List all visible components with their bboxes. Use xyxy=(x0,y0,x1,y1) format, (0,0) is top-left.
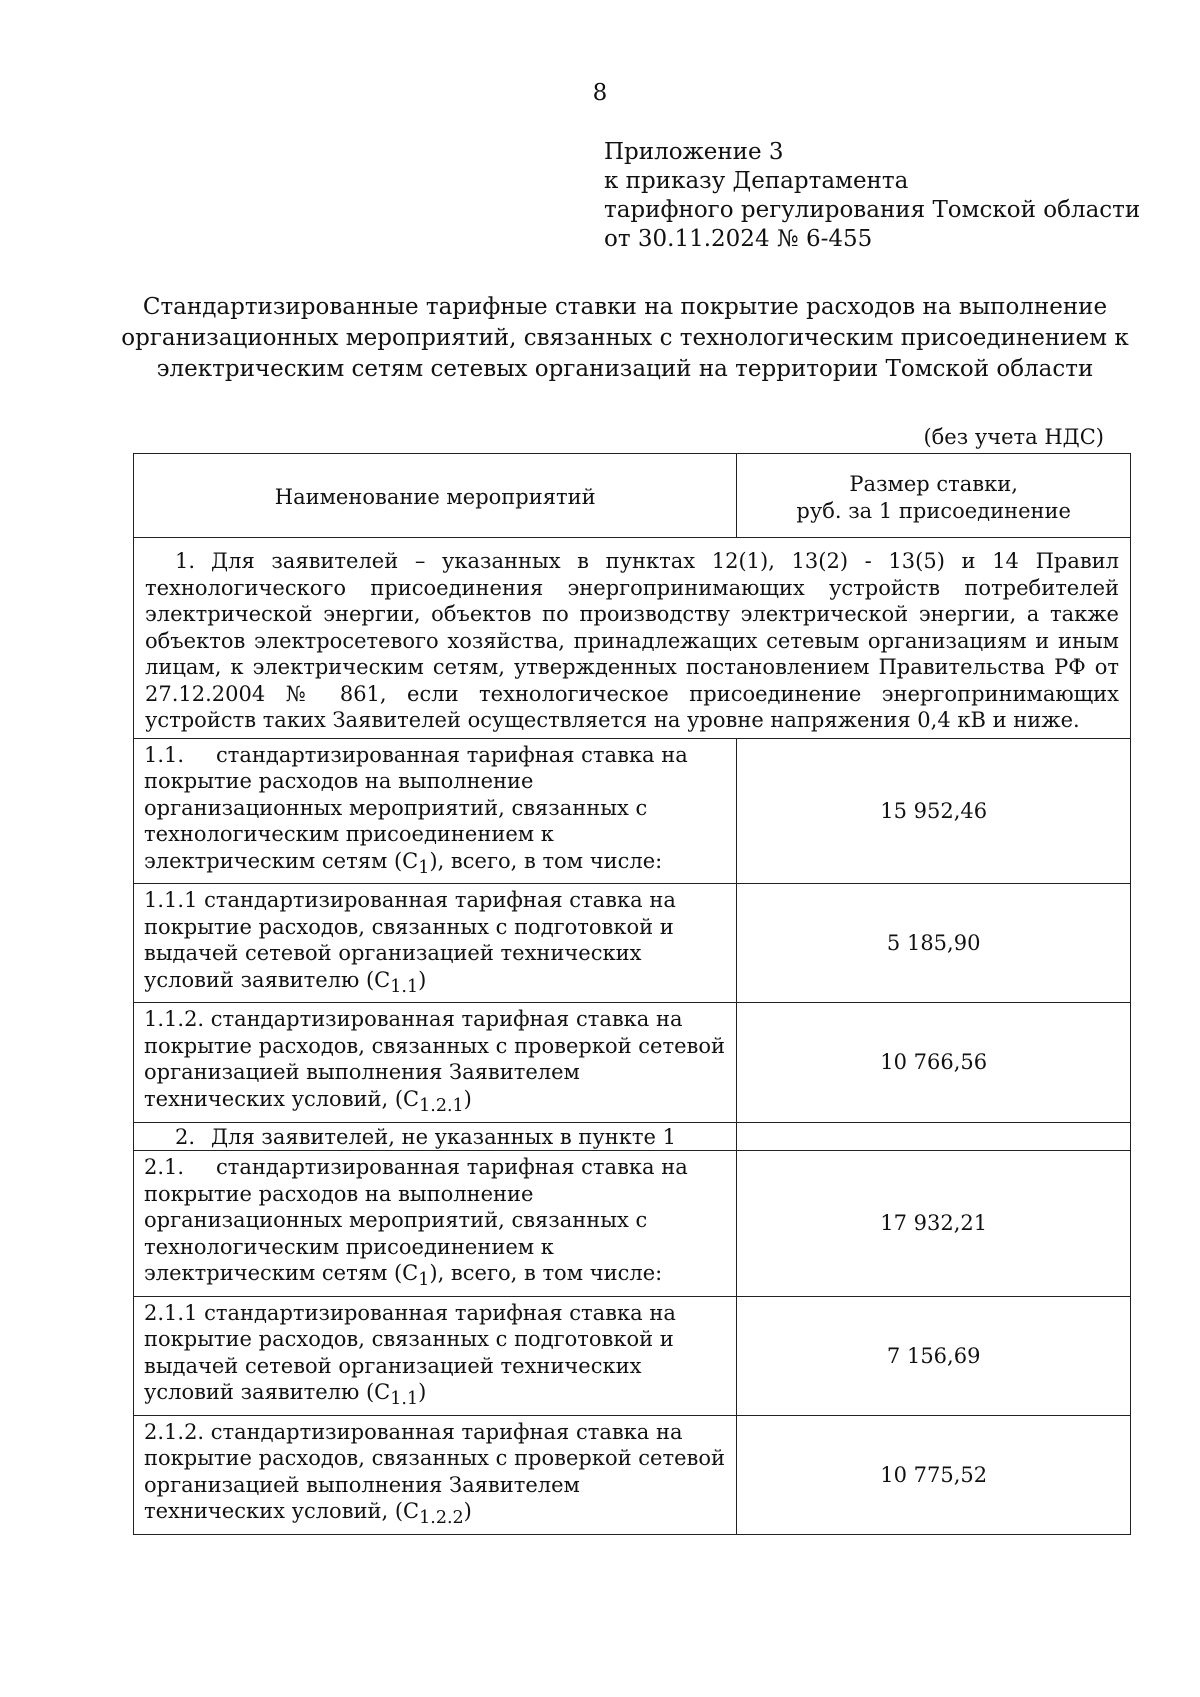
rate-value: 10 766,56 xyxy=(737,1003,1131,1122)
item-text-end: ) xyxy=(418,967,427,992)
header-rate-line: Размер ставки, xyxy=(849,472,1018,496)
appendix-line: от 30.11.2024 № 6-455 xyxy=(604,226,873,252)
item-text-end: ) xyxy=(463,1086,472,1111)
section-text: Для заявителей – указанных в пунктах 12(1), 13(2) - 13(5) и 14 Правил технологического присоединения энергопринимающих устройств потребителей электрической энергии, объектов по производству электрической энергии, а также объектов электросетевого хозяйства, принадлежащих сетевым организациям и иным лицам, к электрическим сетям, утвержденных постановлением Правительства РФ от 27.12.2004 № 861, если технологическое присоединение энергопринимающих устройств таких Заявителей осуществляется на уровне напряжения 0,4 кВ и ниже. xyxy=(145,549,1119,732)
item-name-cell xyxy=(134,1296,737,1415)
title-line: электрическим сетям сетевых организаций на территории Томской области xyxy=(156,356,1094,382)
item-name-cell xyxy=(134,1151,737,1297)
tariff-table xyxy=(133,453,1131,1535)
page-number: 8 xyxy=(592,80,608,106)
item-subscript: 1.1 xyxy=(390,976,419,997)
title-line: Стандартизированные тарифные ставки на покрытие расходов на выполнение xyxy=(142,294,1108,320)
table-row xyxy=(134,1415,1131,1534)
table-row xyxy=(134,1003,1131,1122)
item-text: стандартизированная тарифная ставка на покрытие расходов на выполнение организационных мероприятий, связанных с технологическим присоединением к электрическим сетям (С xyxy=(144,742,688,873)
header-name-cell: Наименование мероприятий xyxy=(134,454,737,538)
item-name-cell xyxy=(134,738,737,884)
item-name-cell xyxy=(134,1415,737,1534)
item-subscript: 1.2.2 xyxy=(419,1508,464,1529)
vat-note: (без учета НДС) xyxy=(923,425,1104,449)
item-name-cell xyxy=(134,1003,737,1122)
item-text-end: ), всего, в том числе: xyxy=(429,848,663,873)
item-name-cell xyxy=(134,884,737,1003)
item-text: 2.1.2. стандартизированная тарифная ставка на покрытие расходов, связанных с проверкой сетевой организацией выполнения Заявителем технических условий, (С xyxy=(144,1419,725,1524)
section-1-cell xyxy=(134,538,1131,739)
header-rate-cell xyxy=(737,454,1131,538)
table-header-row xyxy=(134,454,1131,538)
rate-value: 7 156,69 xyxy=(737,1296,1131,1415)
table-row xyxy=(134,1151,1131,1297)
appendix-line: тарифного регулирования Томской области xyxy=(604,197,1141,223)
item-text: стандартизированная тарифная ставка на покрытие расходов на выполнение организационных мероприятий, связанных с технологическим присоединением к электрическим сетям (С xyxy=(144,1155,688,1286)
rate-value: 15 952,46 xyxy=(737,738,1131,884)
item-number: 2.1. xyxy=(144,1155,185,1180)
item-subscript: 1 xyxy=(418,857,430,878)
item-subscript: 1 xyxy=(418,1270,430,1291)
item-text-end: ) xyxy=(418,1380,427,1405)
item-text-end: ) xyxy=(463,1499,472,1524)
document-title xyxy=(120,292,1130,385)
title-line: организационных мероприятий, связанных с технологическим присоединением к xyxy=(121,325,1129,351)
item-number: 1.1. xyxy=(144,742,185,767)
rate-value: 5 185,90 xyxy=(737,884,1131,1003)
appendix-header xyxy=(604,138,1164,254)
section-row xyxy=(134,538,1131,739)
section-text: Для заявителей, не указанных в пункте 1 xyxy=(211,1124,676,1149)
item-subscript: 1.1 xyxy=(390,1389,419,1410)
item-subscript: 1.2.1 xyxy=(419,1096,464,1117)
item-text-end: ), всего, в том числе: xyxy=(429,1261,663,1286)
table-row xyxy=(134,1296,1131,1415)
section-number: 1. xyxy=(175,549,196,573)
rate-value: 10 775,52 xyxy=(737,1415,1131,1534)
section-2-cell xyxy=(134,1122,737,1151)
appendix-line: Приложение 3 xyxy=(604,139,784,165)
section-2-empty-cell xyxy=(737,1122,1131,1151)
table-row xyxy=(134,738,1131,884)
rate-value: 17 932,21 xyxy=(737,1151,1131,1297)
header-rate-line: руб. за 1 присоединение xyxy=(796,498,1071,523)
item-text: 1.1.2. стандартизированная тарифная ставка на покрытие расходов, связанных с проверкой сетевой организацией выполнения Заявителем технических условий, (С xyxy=(144,1007,725,1111)
item-text: 1.1.1 стандартизированная тарифная ставка на покрытие расходов, связанных с подготовкой и выдачей сетевой организацией технических условий заявителю (С xyxy=(144,888,676,992)
section-number: 2. xyxy=(175,1124,196,1149)
table-row xyxy=(134,884,1131,1003)
item-text: 2.1.1 стандартизированная тарифная ставка на покрытие расходов, связанных с подготовкой и выдачей сетевой организацией технических условий заявителю (С xyxy=(144,1300,676,1405)
section-row xyxy=(134,1122,1131,1151)
appendix-line: к приказу Департамента xyxy=(604,168,909,194)
